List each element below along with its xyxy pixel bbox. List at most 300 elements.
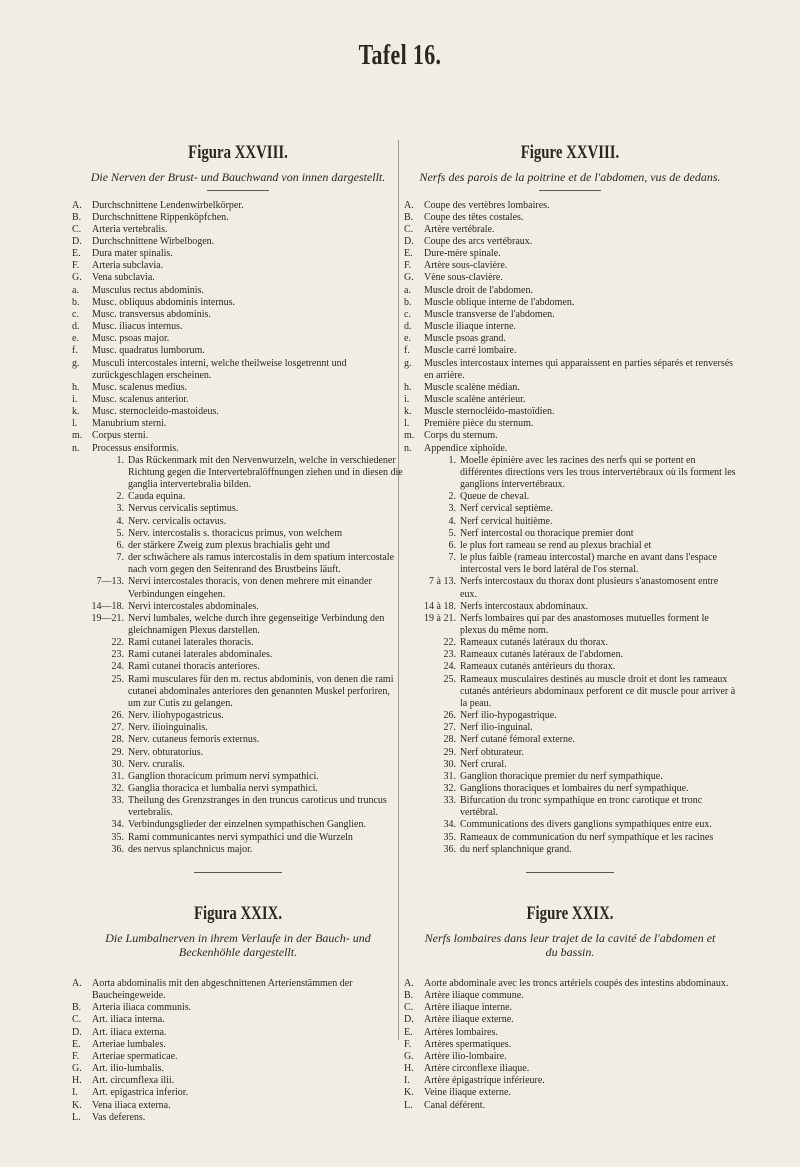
entry-label: l. [404, 418, 410, 430]
legend-entry [72, 1063, 404, 1075]
numbered-legend-entry [404, 747, 736, 759]
entry-label: i. [404, 394, 410, 405]
numbered-legend-entry [72, 576, 404, 600]
legend-entry [404, 272, 736, 284]
divider [539, 190, 601, 191]
entry-label: e. [72, 333, 79, 345]
legend-entry [72, 418, 404, 430]
entry-text: Rameaux cutanés latéraux de l'abdomen. [460, 649, 624, 661]
entry-label: n. [72, 442, 80, 454]
entry-label: h. [404, 381, 412, 393]
entry-label: 1. [448, 454, 456, 466]
numbered-legend-entry [72, 528, 404, 540]
entry-text: Muscle sternocléido-mastoïdien. [424, 406, 555, 418]
entry-label: 3. [448, 503, 456, 515]
legend-entry [72, 382, 404, 394]
entry-text: Musc. transversus abdominis. [92, 308, 211, 320]
entry-label: 14—18. [91, 600, 124, 612]
figure-28-legend-fr [404, 200, 736, 455]
legend-entry [72, 1039, 404, 1051]
entry-text: Rameaux cutanés antérieurs du thorax. [460, 661, 616, 673]
numbered-legend-entry [72, 649, 404, 661]
entry-label: D. [404, 235, 414, 247]
entry-label: 27. [111, 722, 124, 734]
legend-entry [404, 1075, 736, 1087]
entry-label: 25. [443, 673, 456, 685]
entry-text: Vène sous-clavière. [424, 272, 503, 284]
legend-entry [404, 1027, 736, 1039]
entry-text: Arteria subclavia. [92, 260, 164, 272]
entry-text: Veine iliaque externe. [424, 1087, 511, 1099]
entry-text: Artère ilio-lombaire. [424, 1050, 507, 1062]
entry-text: der stärkere Zweig zum plexus brachialis geht und [128, 539, 330, 551]
entry-text: Verbindungsglieder der einzelnen sympathischen Ganglien. [128, 819, 366, 831]
entry-label: 19—21. [91, 612, 124, 624]
entry-text: Coupe des vertèbres lombaires. [424, 199, 550, 211]
entry-text: Queue de cheval. [460, 491, 530, 503]
entry-label: c. [404, 308, 411, 320]
legend-entry [404, 333, 736, 345]
entry-text: Art. circumflexa ilii. [92, 1075, 175, 1087]
legend-entry [72, 272, 404, 284]
entry-label: C. [72, 1014, 82, 1026]
figure-29-subtitle-de: Die Lumbalnerven in ihrem Verlaufe in der Bauch- und Beckenhöhle dargestellt. [105, 930, 371, 960]
entry-label: 4. [116, 515, 124, 527]
entry-label: l. [72, 418, 78, 430]
entry-label: 2. [448, 491, 456, 503]
legend-entry [404, 418, 736, 430]
entry-text: Nerfs intercostaux abdominaux. [460, 600, 589, 612]
legend-entry [404, 309, 736, 321]
numbered-legend-entry [72, 503, 404, 515]
numbered-legend-entry [404, 637, 736, 649]
legend-entry [72, 212, 404, 224]
entry-label: 35. [111, 831, 124, 843]
entry-text: Nerf obturateur. [460, 746, 524, 758]
entry-label: 7. [448, 552, 456, 564]
legend-entry [404, 236, 736, 248]
entry-text: Nervi lumbales, welche durch ihre gegenseitige Verbindung den gleichnamigen Plexus darstellen. [128, 612, 385, 636]
legend-entry [72, 248, 404, 260]
legend-entry [404, 321, 736, 333]
entry-text: Artère circonflexe iliaque. [424, 1063, 530, 1075]
entry-label: E. [72, 1038, 81, 1050]
legend-entry [72, 1075, 404, 1087]
legend-entry [404, 260, 736, 272]
legend-entry [72, 285, 404, 297]
entry-label: 31. [111, 770, 124, 782]
figure-28-subtitle-fr: Nerfs des parois de la poitrine et de l'abdomen, vus de dedans. [419, 170, 721, 184]
entry-label: 34. [111, 819, 124, 831]
numbered-legend-entry [404, 710, 736, 722]
entry-label: E. [404, 1026, 413, 1038]
entry-text: Artères lombaires. [424, 1026, 498, 1038]
entry-label: F. [404, 260, 412, 272]
entry-text: Durchschnittene Wirbelbogen. [92, 235, 215, 247]
entry-text: Nervus cervicalis septimus. [128, 503, 239, 515]
entry-label: 22. [443, 637, 456, 649]
figure-29-heading-de: Figura XXIX. [193, 902, 283, 924]
entry-label: G. [404, 272, 414, 284]
numbered-legend-entry [72, 455, 404, 491]
entry-text: Musc. scalenus anterior. [92, 394, 189, 405]
entry-label: m. [72, 430, 83, 442]
entry-label: 14 à 18. [424, 600, 456, 612]
entry-label: C. [404, 223, 414, 235]
numbered-legend-entry [404, 819, 736, 831]
legend-entry [404, 1087, 736, 1099]
plate-title: Tafel 16. [358, 40, 442, 71]
numbered-legend-entry [404, 759, 736, 771]
entry-text: Artère iliaque interne. [424, 1002, 513, 1014]
entry-label: 34. [443, 819, 456, 831]
entry-label: 26. [111, 710, 124, 722]
entry-label: 24. [111, 661, 124, 673]
legend-entry [72, 443, 404, 455]
entry-label: L. [72, 1111, 81, 1123]
entry-text: Rami cutanei laterales abdominales. [128, 649, 273, 661]
numbered-legend-entry [404, 795, 736, 819]
entry-text: Communications des divers ganglions sympathiques entre eux. [460, 819, 712, 831]
entry-text: Nerf intercostal ou thoracique premier dont [460, 527, 634, 539]
entry-text: Artère iliaque externe. [424, 1014, 514, 1026]
entry-label: 31. [443, 770, 456, 782]
entry-text: Rami communicantes nervi sympathici und die Wurzeln [128, 831, 353, 843]
entry-text: Muscle oblique interne de l'abdomen. [424, 296, 575, 308]
entry-text: Nerf ilio-inguinal. [460, 722, 533, 734]
entry-label: D. [72, 235, 82, 247]
numbered-legend-entry [404, 576, 736, 600]
entry-text: Nerv. cruralis. [128, 758, 185, 770]
entry-label: 6. [448, 539, 456, 551]
entry-text: Vena subclavia. [92, 272, 155, 284]
entry-label: C. [72, 223, 82, 235]
entry-text: Moelle épinière avec les racines des nerfs qui se portent en différentes directions vers les trous intervertébraux où ils forment les ganglions intervertébraux. [460, 454, 736, 491]
legend-entry [72, 321, 404, 333]
legend-entry [72, 309, 404, 321]
entry-text: Art. iliaca externa. [92, 1026, 167, 1038]
entry-label: 5. [448, 527, 456, 539]
figure-28-numbered-legend-fr [404, 455, 736, 856]
legend-entry [404, 978, 736, 990]
entry-label: 36. [443, 843, 456, 855]
entry-text: Muscles intercostaux internes qui apparaissent en parties séparés et renversés en arrière. [424, 357, 734, 381]
entry-label: 32. [111, 783, 124, 794]
entry-text: le plus faible (rameau intercostal) marche en avant dans l'espace intercostal vers le bord latéral de l'os sternal. [460, 552, 717, 576]
numbered-legend-entry [72, 783, 404, 795]
legend-entry [72, 297, 404, 309]
numbered-legend-entry [404, 601, 736, 613]
legend-entry [404, 358, 736, 382]
legend-entry [72, 236, 404, 248]
figure-28-subtitle-de: Die Nerven der Brust- und Bauchwand von innen dargestellt. [90, 170, 386, 184]
numbered-legend-entry [72, 734, 404, 746]
entry-label: b. [72, 296, 80, 308]
entry-text: Arteriae lumbales. [92, 1038, 166, 1050]
legend-entry [72, 406, 404, 418]
entry-label: f. [72, 345, 78, 357]
entry-text: Corps du sternum. [424, 430, 498, 442]
entry-text: le plus fort rameau se rend au plexus brachial et [460, 539, 652, 551]
numbered-legend-entry [404, 649, 736, 661]
numbered-legend-entry [72, 747, 404, 759]
entry-label: 6. [116, 539, 124, 551]
legend-entry [404, 1039, 736, 1051]
legend-entry [72, 224, 404, 236]
numbered-legend-entry [404, 503, 736, 515]
entry-label: B. [404, 990, 414, 1002]
numbered-legend-entry [72, 491, 404, 503]
entry-text: Arteriae spermaticae. [92, 1050, 178, 1062]
entry-text: Ganglion thoracicum primum nervi sympathici. [128, 770, 319, 782]
entry-label: H. [404, 1063, 414, 1075]
entry-label: B. [404, 211, 414, 223]
entry-label: k. [404, 406, 412, 418]
entry-text: Corpus sterni. [92, 430, 149, 442]
entry-text: Artères spermatiques. [424, 1038, 512, 1050]
numbered-legend-entry [404, 552, 736, 576]
entry-text: Musc. iliacus internus. [92, 321, 183, 333]
entry-text: Vas deferens. [92, 1111, 146, 1123]
entry-text: Artère vertébrale. [424, 223, 495, 235]
entry-text: Coupe des têtes costales. [424, 211, 524, 223]
entry-text: Musc. scalenus medius. [92, 381, 187, 393]
entry-text: Das Rückenmark mit den Nervenwurzeln, welche in verschiedener Richtung gegen die Intervertebralöffnungen ziehen und in diesen die ganglia intervertebralia bilden. [128, 454, 403, 491]
figure-29-subtitle-fr: Nerfs lombaires dans leur trajet de la cavité de l'abdomen et du bassin. [424, 930, 716, 960]
entry-text: Art. iliaca interna. [92, 1014, 165, 1026]
entry-text: Muscle psoas grand. [424, 333, 506, 345]
legend-entry [72, 1002, 404, 1014]
numbered-legend-entry [72, 552, 404, 576]
entry-text: du nerf splanchnique grand. [460, 843, 572, 855]
entry-label: b. [404, 296, 412, 308]
entry-text: Nerv. cutaneus femoris externus. [128, 734, 260, 746]
entry-text: Ganglion thoracique premier du nerf sympathique. [460, 770, 663, 782]
legend-entry [72, 1112, 404, 1124]
entry-label: C. [404, 1002, 414, 1014]
numbered-legend-entry [72, 819, 404, 831]
entry-label: F. [72, 260, 80, 272]
entry-text: Nerf cervical septième. [460, 503, 554, 515]
entry-text: Musc. sternocleido-mastoideus. [92, 406, 219, 418]
entry-label: 32. [443, 783, 456, 794]
legend-entry [72, 345, 404, 357]
entry-text: Canal déférent. [424, 1099, 486, 1111]
entry-text: Muscle carré lombaire. [424, 345, 517, 357]
legend-entry [72, 1027, 404, 1039]
entry-text: Musc. quadratus lumborum. [92, 345, 205, 357]
figure-28-legend-de [72, 200, 404, 455]
entry-text: Musc. obliquus abdominis internus. [92, 296, 236, 308]
entry-text: Arteria vertebralis. [92, 223, 168, 235]
french-column [404, 128, 736, 1112]
entry-text: Nerv. ilioinguinalis. [128, 722, 208, 734]
entry-text: Rameaux de communication du nerf sympathique et les racines [460, 831, 714, 843]
entry-text: Manubrium sterni. [92, 418, 167, 430]
entry-label: H. [72, 1075, 82, 1087]
legend-entry [72, 333, 404, 345]
numbered-legend-entry [404, 661, 736, 673]
entry-text: Musculi intercostales interni, welche theilweise losgetrennt und zurückgeschlagen erscheinen. [92, 357, 347, 381]
entry-text: Nerf cervical huitième. [460, 515, 553, 527]
entry-label: i. [72, 394, 78, 405]
figure-28-heading-fr: Figure XXVIII. [520, 142, 620, 163]
entry-label: L. [404, 1099, 413, 1111]
entry-label: a. [72, 284, 79, 296]
numbered-legend-entry [404, 832, 736, 844]
numbered-legend-entry [72, 601, 404, 613]
entry-label: D. [72, 1026, 82, 1038]
entry-text: Theilung des Grenzstranges in den truncus caroticus und truncus vertebralis. [128, 795, 387, 819]
entry-text: Coupe des arcs vertébraux. [424, 235, 533, 247]
numbered-legend-entry [72, 771, 404, 783]
entry-text: Dura mater spinalis. [92, 248, 173, 260]
entry-label: 5. [116, 527, 124, 539]
entry-label: G. [404, 1050, 414, 1062]
figure-29-heading-fr: Figure XXIX. [526, 902, 614, 924]
entry-label: d. [404, 321, 412, 333]
legend-entry [72, 358, 404, 382]
legend-entry [72, 200, 404, 212]
legend-entry [404, 406, 736, 418]
legend-entry [72, 1051, 404, 1063]
entry-text: Nerf ilio-hypogastrique. [460, 710, 557, 722]
numbered-legend-entry [72, 674, 404, 710]
entry-label: 30. [443, 758, 456, 770]
legend-entry [404, 394, 736, 406]
legend-entry [72, 1100, 404, 1112]
numbered-legend-entry [404, 783, 736, 795]
entry-text: Musculus rectus abdominis. [92, 284, 204, 296]
section-divider [526, 872, 614, 873]
legend-entry [404, 248, 736, 260]
numbered-legend-entry [404, 722, 736, 734]
figure-28-numbered-legend-de [72, 455, 404, 856]
entry-text: Artère iliaque commune. [424, 990, 524, 1002]
entry-text: Muscle droit de l'abdomen. [424, 284, 533, 296]
legend-entry [72, 430, 404, 442]
entry-label: G. [72, 1063, 82, 1075]
entry-text: Muscle scalène médian. [424, 381, 520, 393]
legend-entry [72, 1014, 404, 1026]
entry-label: I. [404, 1075, 410, 1087]
entry-text: Rami musculares für den m. rectus abdominis, von denen die rami cutanei abdominales anteriores den genannten Muskel perforiren, um zur Cutis zu gelangen. [128, 673, 394, 709]
legend-entry [404, 1002, 736, 1014]
entry-text: Dure-mère spinale. [424, 248, 501, 260]
entry-label: c. [72, 308, 79, 320]
entry-label: 33. [111, 795, 124, 807]
legend-entry [404, 297, 736, 309]
entry-text: Nerf cutané fémoral externe. [460, 734, 575, 746]
numbered-legend-entry [404, 455, 736, 491]
entry-label: 2. [116, 491, 124, 503]
entry-text: Rami cutanei laterales thoracis. [128, 637, 254, 649]
entry-label: K. [72, 1099, 82, 1111]
entry-label: E. [404, 248, 413, 260]
entry-text: Rameaux musculaires destinés au muscle droit et dont les rameaux cutanés antérieurs abdominaux perforent ce dit muscle pour arriver à la peau. [460, 673, 736, 709]
entry-label: k. [72, 406, 80, 418]
numbered-legend-entry [404, 528, 736, 540]
figure-29-legend-de [72, 978, 404, 1124]
numbered-legend-entry [72, 661, 404, 673]
numbered-legend-entry [72, 759, 404, 771]
entry-label: g. [404, 357, 412, 369]
entry-text: Appendice xiphoïde. [424, 442, 508, 454]
entry-label: f. [404, 345, 410, 357]
legend-entry [404, 430, 736, 442]
legend-entry [404, 212, 736, 224]
numbered-legend-entry [72, 722, 404, 734]
entry-label: h. [72, 381, 80, 393]
entry-text: Aorte abdominale avec les troncs artériels coupés des intestins abdominaux. [424, 977, 729, 989]
entry-text: Ganglia thoracica et lumbalia nervi sympathici. [128, 783, 318, 794]
numbered-legend-entry [404, 540, 736, 552]
entry-text: Durchschnittene Lendenwirbelkörper. [92, 199, 244, 211]
figure-29-legend-fr [404, 978, 736, 1112]
entry-text: Aorta abdominalis mit den abgeschnittenen Arterienstämmen der Baucheingeweide. [92, 977, 353, 1002]
legend-entry [404, 1063, 736, 1075]
legend-entry [404, 382, 736, 394]
entry-label: a. [404, 284, 411, 296]
entry-label: A. [72, 977, 82, 989]
entry-text: Rameaux cutanés latéraux du thorax. [460, 637, 608, 649]
entry-text: Nerv. iliohypogastricus. [128, 710, 224, 722]
legend-entry [404, 990, 736, 1002]
numbered-legend-entry [72, 795, 404, 819]
legend-entry [72, 978, 404, 1002]
numbered-legend-entry [72, 710, 404, 722]
figure-28-heading-de: Figura XXVIII. [188, 142, 288, 163]
entry-label: 1. [116, 454, 124, 466]
entry-label: I. [72, 1087, 78, 1099]
entry-text: Nerf crural. [460, 758, 507, 770]
entry-label: 22. [111, 637, 124, 649]
entry-text: Nerv. intercostalis s. thoracicus primus, von welchem [128, 527, 343, 539]
numbered-legend-entry [404, 674, 736, 710]
entry-text: Nerv. cervicalis octavus. [128, 515, 227, 527]
entry-text: Arteria iliaca communis. [92, 1002, 192, 1014]
numbered-legend-entry [72, 613, 404, 637]
entry-text: der schwächere als ramus intercostalis in dem spatium intercostale nach vorn gegen den Seitenrand des Brustbeins läuft. [128, 552, 395, 576]
entry-text: Processus ensiformis. [92, 442, 179, 454]
entry-label: 23. [111, 649, 124, 661]
legend-entry [404, 443, 736, 455]
entry-label: 29. [111, 746, 124, 758]
entry-text: Nerfs intercostaux du thorax dont plusieurs s'anastomosent entre eux. [460, 576, 719, 600]
entry-label: E. [72, 248, 81, 260]
entry-text: Bifurcation du tronc sympathique en tronc carotique et tronc vertébral. [460, 795, 703, 819]
legend-entry [404, 285, 736, 297]
entry-label: 28. [443, 734, 456, 746]
entry-label: 7 à 13. [429, 576, 456, 588]
entry-label: n. [404, 442, 412, 454]
entry-label: 26. [443, 710, 456, 722]
entry-label: 25. [111, 673, 124, 685]
numbered-legend-entry [72, 832, 404, 844]
entry-text: Nervi intercostales thoracis, von denen mehrere mit einander Verbindungen eingehen. [128, 576, 372, 600]
entry-label: 30. [111, 758, 124, 770]
legend-entry [404, 1051, 736, 1063]
numbered-legend-entry [404, 516, 736, 528]
entry-label: D. [404, 1014, 414, 1026]
entry-label: 4. [448, 515, 456, 527]
entry-text: Muscle scalène antérieur. [424, 394, 526, 405]
entry-label: 28. [111, 734, 124, 746]
entry-label: F. [72, 1050, 80, 1062]
entry-text: Durchschnittene Rippenköpfchen. [92, 211, 229, 223]
entry-text: Nerv. obturatorius. [128, 746, 204, 758]
entry-label: A. [72, 199, 82, 211]
